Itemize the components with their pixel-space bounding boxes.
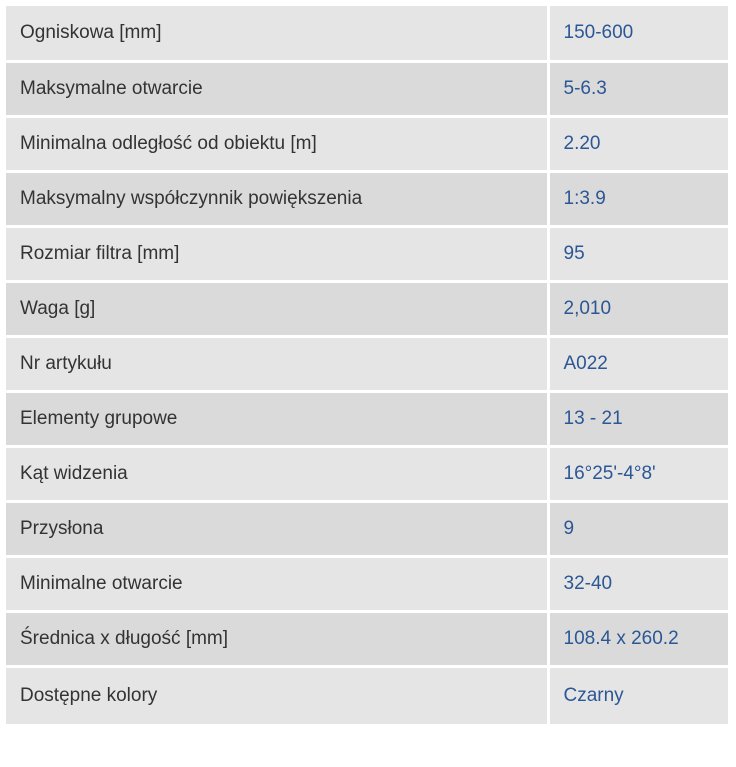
spec-label: Elementy grupowe xyxy=(6,391,548,446)
spec-label: Rozmiar filtra [mm] xyxy=(6,226,548,281)
spec-value: 32-40 xyxy=(548,556,728,611)
spec-label: Waga [g] xyxy=(6,281,548,336)
spec-value: A022 xyxy=(548,336,728,391)
spec-row-angle-of-view xyxy=(6,446,728,501)
spec-table-body xyxy=(6,6,728,724)
spec-value: 95 xyxy=(548,226,728,281)
spec-value: 108.4 x 260.2 xyxy=(548,611,728,666)
spec-row-focal-length xyxy=(6,6,728,61)
spec-row-max-magnification xyxy=(6,171,728,226)
spec-row-weight xyxy=(6,281,728,336)
spec-label: Kąt widzenia xyxy=(6,446,548,501)
spec-label: Minimalne otwarcie xyxy=(6,556,548,611)
spec-row-available-colors xyxy=(6,666,728,724)
spec-value: 16°25'-4°8' xyxy=(548,446,728,501)
spec-table xyxy=(6,6,728,724)
spec-label: Maksymalny współczynnik powiększenia xyxy=(6,171,548,226)
spec-label: Minimalna odległość od obiektu [m] xyxy=(6,116,548,171)
spec-row-min-aperture xyxy=(6,556,728,611)
spec-row-max-aperture xyxy=(6,61,728,116)
spec-value: 2.20 xyxy=(548,116,728,171)
spec-label: Nr artykułu xyxy=(6,336,548,391)
spec-row-min-focus-distance xyxy=(6,116,728,171)
spec-value: 9 xyxy=(548,501,728,556)
spec-row-filter-size xyxy=(6,226,728,281)
spec-label: Ogniskowa [mm] xyxy=(6,6,548,61)
spec-row-article-number xyxy=(6,336,728,391)
spec-label: Średnica x długość [mm] xyxy=(6,611,548,666)
spec-value: 13 - 21 xyxy=(548,391,728,446)
spec-value: 150-600 xyxy=(548,6,728,61)
spec-label: Przysłona xyxy=(6,501,548,556)
spec-value: Czarny xyxy=(548,666,728,724)
spec-value: 5-6.3 xyxy=(548,61,728,116)
spec-row-diaphragm xyxy=(6,501,728,556)
spec-value: 2,010 xyxy=(548,281,728,336)
spec-value: 1:3.9 xyxy=(548,171,728,226)
spec-row-diameter-length xyxy=(6,611,728,666)
spec-label: Maksymalne otwarcie xyxy=(6,61,548,116)
spec-label: Dostępne kolory xyxy=(6,666,548,724)
spec-row-group-elements xyxy=(6,391,728,446)
